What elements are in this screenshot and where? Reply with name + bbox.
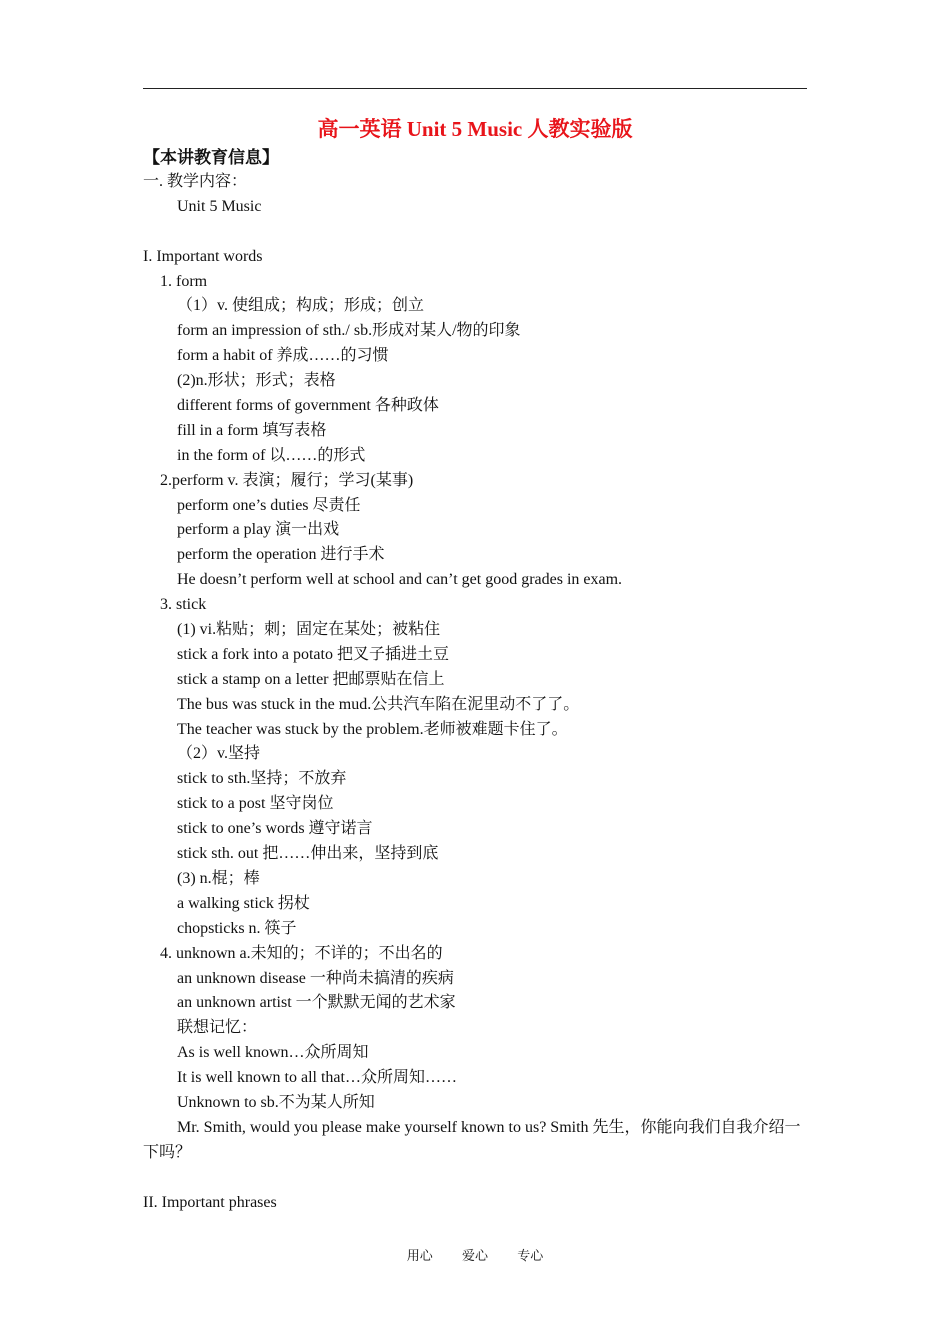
text-line: The teacher was stuck by the problem.老师被难题卡住了。 — [177, 720, 568, 738]
text-line: an unknown disease 一种尚未搞清的疾病 — [177, 969, 454, 987]
text-line: 4. unknown a.未知的；不详的；不出名的 — [160, 944, 443, 962]
text-line: He doesn’t perform well at school and can’t get good grades in exam. — [177, 571, 623, 589]
text-line: (3) n.棍；棒 — [177, 869, 260, 887]
text-line: 联想记忆： — [177, 1019, 258, 1037]
text-line: perform one’s duties 尽责任 — [177, 496, 361, 514]
document-title: 高一英语 Unit 5 Music 人教实验版 — [317, 117, 633, 141]
text-line: perform a play 演一出戏 — [177, 521, 340, 539]
text-line: different forms of government 各种政体 — [177, 397, 439, 415]
text-line: stick a fork into a potato 把叉子插进土豆 — [177, 645, 449, 663]
footer-word: 用心 — [406, 1248, 433, 1263]
text-line: Unknown to sb.不为某人所知 — [177, 1093, 375, 1111]
text-line: It is well known to all that…众所周知…… — [177, 1069, 457, 1087]
text-line: (2)n.形状；形式；表格 — [177, 372, 336, 390]
text-line: I. Important words — [143, 247, 263, 265]
text-line: 1. form — [160, 272, 208, 290]
text-line: The bus was stuck in the mud.公共汽车陷在泥里动不了了。 — [177, 695, 580, 713]
text-line: stick a stamp on a letter 把邮票贴在信上 — [177, 670, 445, 688]
text-line: in the form of 以……的形式 — [177, 446, 366, 464]
text-line: stick sth. out 把……伸出来，坚持到底 — [177, 845, 439, 863]
text-line: （2）v.坚持 — [177, 745, 260, 763]
text-line: II. Important phrases — [143, 1193, 277, 1211]
text-line: a walking stick 拐杖 — [177, 894, 310, 912]
text-line: stick to a post 坚守岗位 — [177, 795, 334, 813]
text-line: （1）v. 使组成；构成；形成；创立 — [177, 297, 424, 315]
text-line: Unit 5 Music — [177, 197, 262, 215]
text-line: As is well known…众所周知 — [177, 1044, 369, 1062]
page-footer — [0, 1246, 950, 1266]
text-line: chopsticks n. 筷子 — [177, 919, 297, 937]
section-heading: 【本讲教育信息】 — [143, 148, 279, 167]
text-line: Mr. Smith, would you please make yourself known to us? Smith 先生，你能向我们自我介绍一下吗？ — [143, 1118, 801, 1161]
footer-word: 爱心 — [461, 1248, 488, 1263]
text-line: stick to one’s words 遵守诺言 — [177, 820, 373, 838]
text-line: form an impression of sth./ sb.形成对某人/物的印象 — [177, 322, 521, 340]
blank-line — [143, 220, 813, 245]
document-body — [143, 170, 813, 1215]
text-line: fill in a form 填写表格 — [177, 421, 327, 439]
text-line: form a habit of 养成……的习惯 — [177, 347, 389, 365]
text-line: stick to sth.坚持；不放弃 — [177, 770, 347, 788]
text-line: an unknown artist 一个默默无闻的艺术家 — [177, 994, 456, 1012]
header-rule — [143, 88, 807, 89]
text-line: perform the operation 进行手术 — [177, 546, 385, 564]
text-line: 3. stick — [160, 596, 207, 614]
text-line: 一. 教学内容： — [143, 173, 248, 190]
footer-word: 专心 — [517, 1248, 544, 1263]
text-line: (1) vi.粘贴；刺；固定在某处；被粘住 — [177, 621, 441, 639]
text-line: 2.perform v. 表演；履行；学习(某事) — [160, 471, 414, 489]
blank-line — [143, 1166, 813, 1191]
